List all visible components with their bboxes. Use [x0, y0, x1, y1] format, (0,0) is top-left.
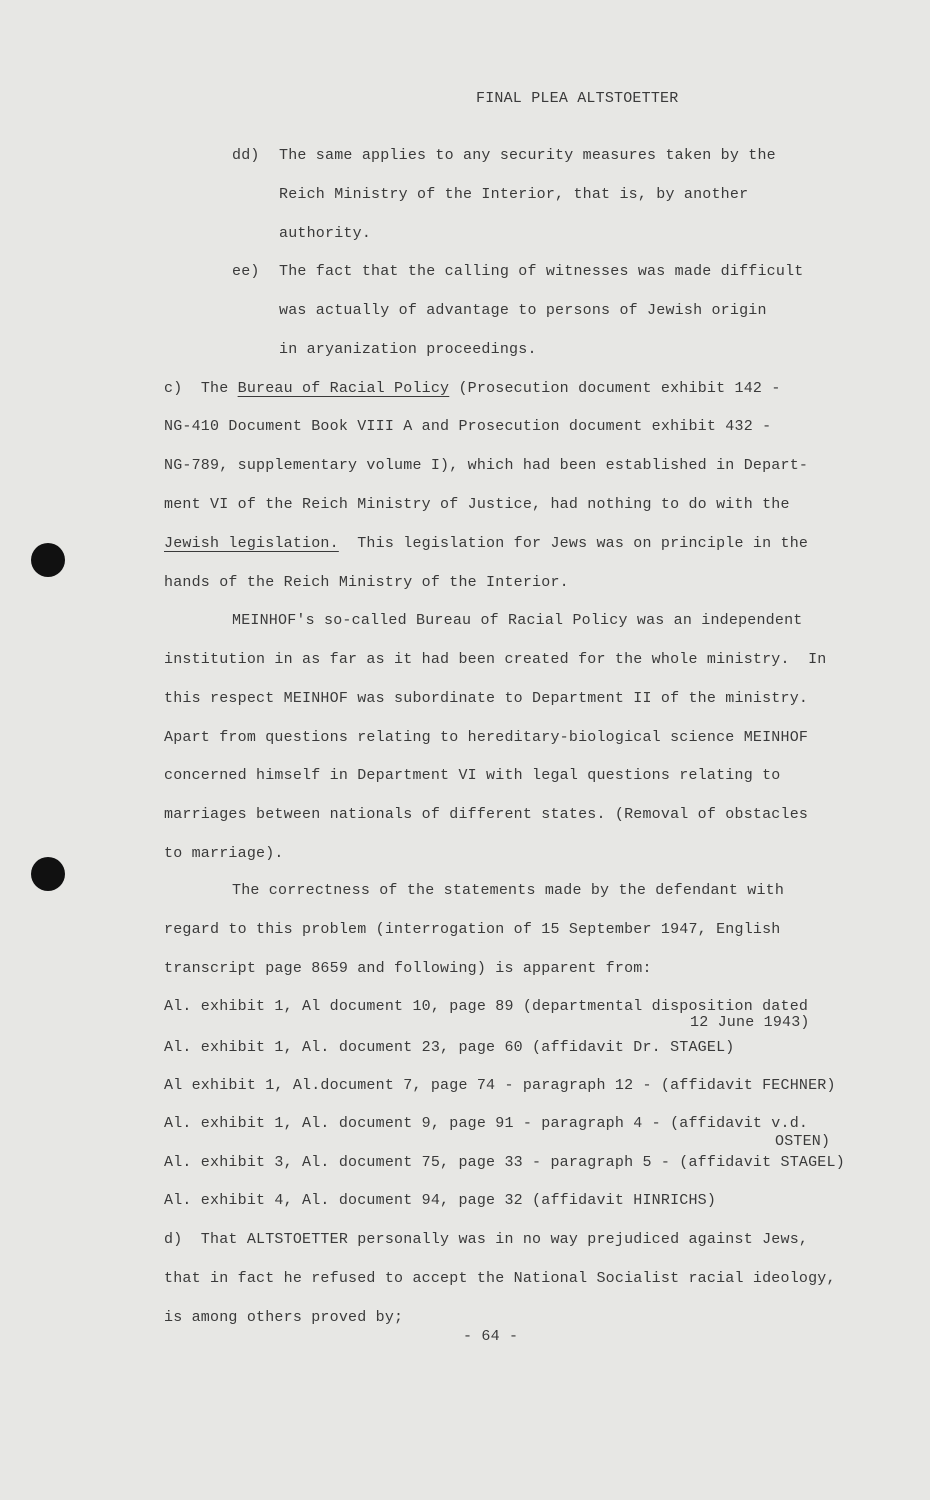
text-line [164, 535, 808, 553]
text-line: authority. [279, 225, 372, 242]
item-label-ee: ee) [232, 263, 260, 280]
text-line: this respect MEINHOF was subordinate to Department II of the ministry. [164, 690, 809, 707]
text-line: in aryanization proceedings. [279, 341, 537, 358]
text-span: (Prosecution document exhibit 142 - [449, 380, 781, 397]
reference-line: Al. exhibit 3, Al. document 75, page 33 - paragraph 5 - (affidavit STAGEL) [164, 1154, 845, 1171]
text-line: institution in as far as it had been created for the whole ministry. In [164, 651, 827, 668]
reference-line: Al. exhibit 1, Al. document 23, page 60 (affidavit Dr. STAGEL) [164, 1039, 735, 1056]
section-c-label: c) [164, 380, 183, 397]
item-label-dd: dd) [232, 147, 260, 164]
text-line: is among others proved by; [164, 1309, 404, 1326]
text-line: to marriage). [164, 845, 284, 862]
reference-line-continued: 12 June 1943) [690, 1014, 810, 1031]
text-line: regard to this problem (interrogation of 15 September 1947, English [164, 921, 781, 938]
reference-line: Al. exhibit 4, Al. document 94, page 32 (affidavit HINRICHS) [164, 1192, 717, 1209]
text-line: Reich Ministry of the Interior, that is, by another [279, 186, 749, 203]
text-line: concerned himself in Department VI with legal questions relating to [164, 767, 781, 784]
text-line: NG-410 Document Book VIII A and Prosecution document exhibit 432 - [164, 418, 772, 435]
text-line: The fact that the calling of witnesses was made difficult [279, 263, 804, 280]
punch-hole [31, 857, 65, 891]
text-line: was actually of advantage to persons of Jewish origin [279, 302, 767, 319]
reference-line: Al. exhibit 1, Al. document 9, page 91 - paragraph 4 - (affidavit v.d. [164, 1115, 809, 1132]
punch-hole [31, 543, 65, 577]
text-span: This legislation for Jews was on principle in the [338, 535, 809, 552]
text-line: The correctness of the statements made by the defendant with [232, 882, 785, 899]
reference-line-continued: OSTEN) [775, 1133, 831, 1150]
section-c-line [164, 380, 781, 398]
reference-line: Al. exhibit 1, Al document 10, page 89 (departmental disposition dated [164, 998, 809, 1015]
text-line: d) That ALTSTOETTER personally was in no way prejudiced against Jews, [164, 1231, 809, 1248]
text-line: transcript page 8659 and following) is apparent from: [164, 960, 652, 977]
page-number: - 64 - [463, 1328, 519, 1345]
text-line: that in fact he refused to accept the National Socialist racial ideology, [164, 1270, 836, 1287]
underlined-text: Jewish legislation. [164, 535, 339, 552]
text-line: marriages between nationals of different states. (Removal of obstacles [164, 806, 809, 823]
text-line: ment VI of the Reich Ministry of Justice, had nothing to do with the [164, 496, 790, 513]
text-line: MEINHOF's so-called Bureau of Racial Policy was an independent [232, 612, 803, 629]
text-line: Apart from questions relating to hereditary-biological science MEINHOF [164, 729, 809, 746]
page-header: FINAL PLEA ALTSTOETTER [476, 90, 679, 107]
text-line: The same applies to any security measures taken by the [279, 147, 776, 164]
text-line: NG-789, supplementary volume I), which had been established in Depart- [164, 457, 809, 474]
reference-line: Al exhibit 1, Al.document 7, page 74 - paragraph 12 - (affidavit FECHNER) [164, 1077, 836, 1094]
underlined-text: Bureau of Racial Policy [237, 380, 450, 397]
text-span: The [200, 380, 238, 397]
text-line: hands of the Reich Ministry of the Interior. [164, 574, 569, 591]
